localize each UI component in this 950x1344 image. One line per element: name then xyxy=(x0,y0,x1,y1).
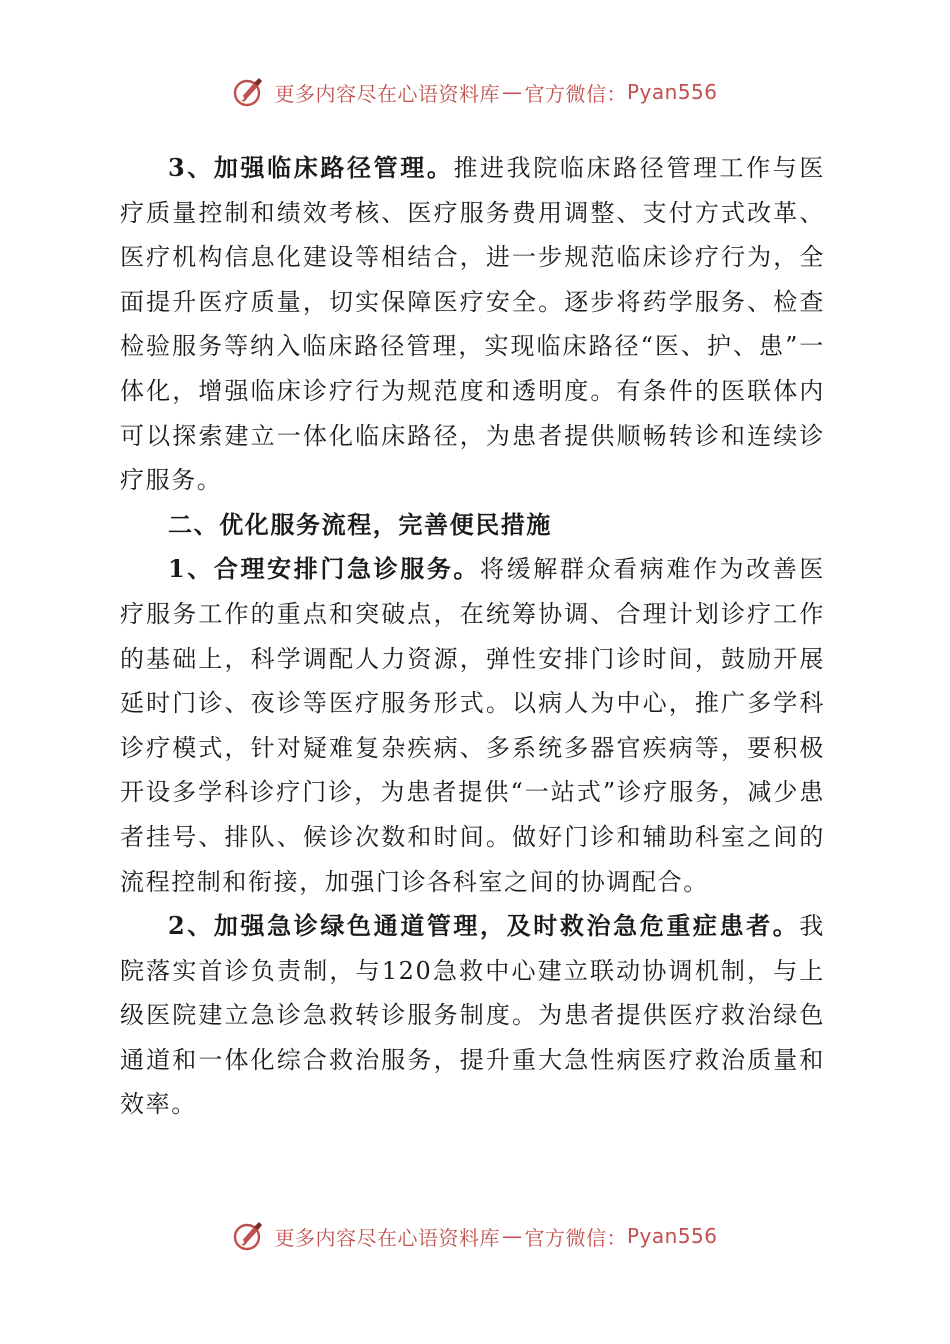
paragraph-text: 我院落实首诊负责制，与120急救中心建立联动协调机制，与上级医院建立急诊急救转诊服务制度。为患者提供医疗救治绿色通道和一体化综合救治服务，提升重大急性病医疗救治质量和效率。 xyxy=(120,912,825,1119)
wechat-id: Pyan556 xyxy=(626,80,718,104)
paragraph-heading: 1、合理安排门急诊服务。 xyxy=(168,554,481,584)
paragraph-emergency xyxy=(120,904,825,1127)
wechat-label: 官方微信： xyxy=(524,81,627,106)
section-title: 二、优化服务流程，完善便民措施 xyxy=(168,509,552,539)
watermark-separator: — xyxy=(501,1224,523,1248)
paragraph-text: 将缓解群众看病难作为改善医疗服务工作的重点和突破点，在统筹协调、合理计划诊疗工作的基础上，科学调配人力资源，弹性安排门诊时间，鼓励开展延时门诊、夜诊等医疗服务形式。以病人为中心，推广多学科诊疗模式，针对疑难复杂疾病、多系统多器官疾病等，要积极开设多学科诊疗门诊，为患者提供“一站式”诊疗服务，减少患者挂号、排队、候诊次数和时间。做好门诊和辅助科室之间的流程控制和衔接，加强门诊各科室之间的协调配合。 xyxy=(120,555,825,896)
paragraph-outpatient xyxy=(120,547,825,904)
footer-watermark xyxy=(0,1216,950,1256)
pen-logo-icon xyxy=(232,75,266,109)
header-watermark xyxy=(0,72,950,112)
wechat-label: 官方微信： xyxy=(524,1225,627,1250)
wechat-id: Pyan556 xyxy=(626,1224,718,1248)
paragraph-text: 推进我院临床路径管理工作与医疗质量控制和绩效考核、医疗服务费用调整、支付方式改革、医疗机构信息化建设等相结合，进一步规范临床诊疗行为，全面提升医疗质量，切实保障医疗安全。逐步将药学服务、检查检验服务等纳入临床路径管理，实现临床路径“医、护、患”一体化，增强临床诊疗行为规范度和透明度。有条件的医联体内可以探索建立一体化临床路径，为患者提供顺畅转诊和连续诊疗服务。 xyxy=(120,154,825,495)
watermark-separator: — xyxy=(501,80,523,104)
paragraph-clinical-pathway xyxy=(120,146,825,503)
paragraph-heading: 3、加强临床路径管理。 xyxy=(168,153,454,182)
section-heading xyxy=(120,503,825,548)
document-body xyxy=(120,146,825,1127)
watermark-text: 更多内容尽在心语资料库 xyxy=(274,81,500,106)
pen-logo-icon xyxy=(232,1219,266,1253)
watermark-text: 更多内容尽在心语资料库 xyxy=(274,1225,500,1250)
paragraph-heading: 2、加强急诊绿色通道管理，及时救治急危重症患者。 xyxy=(168,911,800,941)
